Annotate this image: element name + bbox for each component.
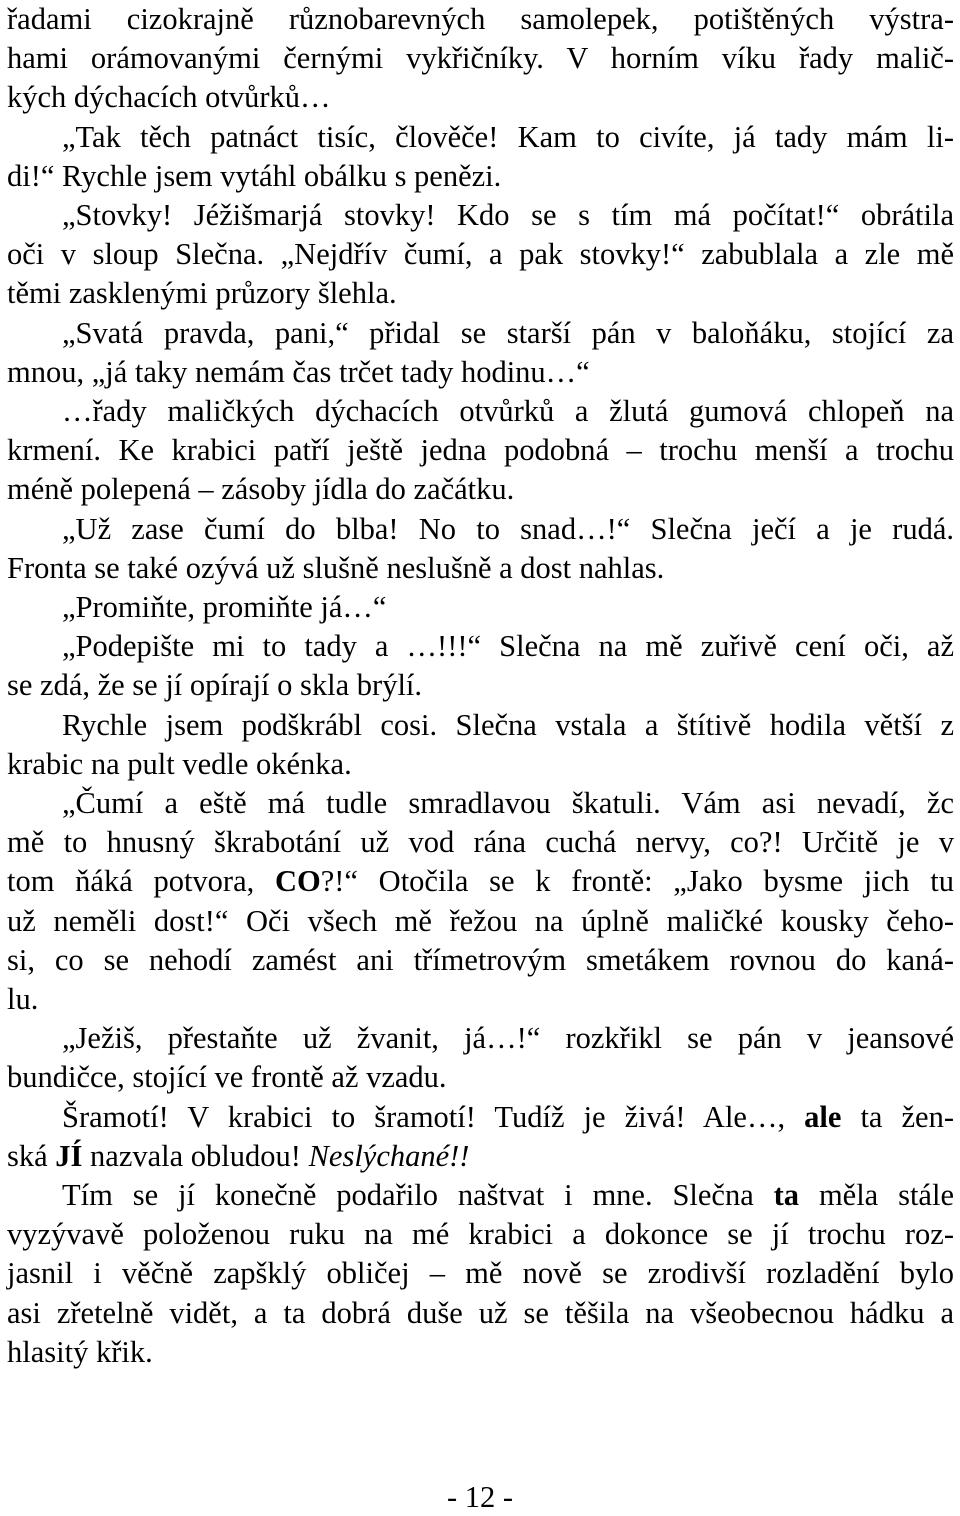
text-segment: „Stovky! Jéžišmarjá stovky! Kdo se s tím má počítat!“ obrátila <box>62 198 954 232</box>
text-segment: „Čumí a eště má tudle smradlavou škatuli. Vám asi nevadí, žc <box>62 786 954 820</box>
text-line <box>62 706 954 744</box>
text-line <box>62 588 954 626</box>
bold-text: ta <box>773 1178 800 1212</box>
text-segment: řadami cizokrajně různobarevných samolepek, potištěných výstra- <box>7 2 954 36</box>
text-segment: …řady maličkých dýchacích otvůrků a žlutá gumová chlopeň na <box>62 394 954 428</box>
text-line <box>7 1058 954 1096</box>
text-segment: nazvala obludou! <box>82 1138 309 1173</box>
text-segment: tom ňáká potvora, <box>7 864 275 899</box>
text-line <box>7 980 954 1018</box>
text-segment: oči v sloup Slečna. „Nejdřív čumí, a pak stovky!“ zabublala a zle mě <box>7 237 954 272</box>
bold-text: JÍ <box>55 1138 83 1173</box>
text-segment: lu. <box>7 982 39 1016</box>
text-line <box>7 1333 954 1371</box>
text-segment: Fronta se také ozývá už slušně neslušně a dost nahlas. <box>7 550 665 585</box>
text-line <box>7 470 954 508</box>
text-segment: „Už zase čumí do blba! No to snad…!“ Slečna ječí a je rudá. <box>62 511 954 546</box>
text-line <box>62 314 954 352</box>
text-segment: jasnil i věčně zapšklý obličej – mě nově se zrodivší rozladění bylo <box>7 1256 954 1291</box>
text-line <box>7 157 954 195</box>
text-segment: se zdá, že se jí opírají o skla brýlí. <box>7 668 423 703</box>
text-line <box>7 274 954 312</box>
text-line <box>62 392 954 430</box>
text-line <box>7 1294 954 1332</box>
text-line <box>62 1176 954 1214</box>
text-line <box>7 1254 954 1292</box>
text-segment: si, co se nehodí zamést ani třímetrovým smetákem rovnou do kaná- <box>7 942 954 977</box>
text-line <box>7 1215 954 1253</box>
bold-text: ale <box>804 1099 842 1134</box>
text-segment: „Tak těch patnáct tisíc, člověče! Kam to civíte, já tady mám li- <box>62 119 954 154</box>
text-segment: kých dýchacích otvůrků… <box>7 80 331 115</box>
text-segment: asi zřetelně vidět, a ta dobrá duše už se těšila na všeobecnou hádku a <box>7 1295 954 1330</box>
text-line <box>62 118 954 156</box>
text-segment: Rychle jsem podškrábl cosi. Slečna vstala a štítivě hodila větší z <box>62 707 954 742</box>
text-line <box>7 666 954 704</box>
text-line <box>7 1137 954 1175</box>
page-number: - 12 - <box>446 1480 514 1514</box>
text-segment: těmi zasklenými průzory šlehla. <box>7 276 397 311</box>
text-line <box>62 1098 954 1136</box>
text-segment: „Ježiš, přestaňte už žvanit, já…!“ rozkřikl se pán v jeansové <box>62 1021 954 1056</box>
text-line <box>7 941 954 979</box>
text-segment: di!“ Rychle jsem vytáhl obálku s penězi. <box>7 158 502 193</box>
italic-text: Neslýchané!! <box>308 1138 470 1173</box>
text-segment: „Promiňte, promiňte já…“ <box>62 590 387 624</box>
text-line <box>7 235 954 273</box>
text-line <box>62 1019 954 1057</box>
text-segment: mnou, „já taky nemám čas trčet tady hodinu…“ <box>7 354 590 389</box>
text-line <box>7 549 954 587</box>
text-line <box>62 627 954 665</box>
text-line <box>7 745 954 783</box>
text-segment: Tím se jí konečně podařilo naštvat i mne. Slečna <box>62 1178 774 1212</box>
text-segment: mě to hnusný škrabotání už vod rána cuchá nervy, co?! Určitě je v <box>7 825 954 860</box>
text-segment: méně polepená – zásoby jídla do začátku. <box>7 472 515 507</box>
text-line <box>7 902 954 940</box>
bold-text: CO <box>274 864 321 899</box>
text-line <box>7 0 954 38</box>
text-segment: už neměli dost!“ Oči všech mě řežou na úplně maličké kousky čeho- <box>7 903 954 938</box>
text-segment: Šramotí! V krabici to šramotí! Tudíž je živá! Ale…, <box>62 1099 805 1134</box>
text-line <box>7 39 954 77</box>
text-line <box>7 353 954 391</box>
text-segment: měla stále <box>799 1178 954 1212</box>
text-line <box>62 196 954 234</box>
text-segment: hlasitý křik. <box>7 1334 153 1369</box>
text-segment: ta žen- <box>841 1099 955 1134</box>
text-segment: krmení. Ke krabici patří ještě jedna podobná – trochu menší a trochu <box>7 433 954 468</box>
text-line <box>7 862 954 900</box>
text-segment: „Podepište mi to tady a …!!!“ Slečna na mě zuřivě cení oči, až <box>62 629 954 664</box>
text-line <box>62 510 954 548</box>
text-line <box>7 431 954 469</box>
text-line <box>7 78 954 116</box>
text-segment: bundičce, stojící ve frontě až vzadu. <box>7 1060 447 1095</box>
text-segment: ská <box>7 1138 56 1173</box>
text-segment: ?!“ Otočila se k frontě: „Jako bysme jich tu <box>320 864 954 899</box>
text-segment: hami orámovanými černými vykřičníky. V horním víku řady malič- <box>7 41 954 76</box>
text-line <box>62 784 954 822</box>
text-line <box>7 823 954 861</box>
text-segment: vyzývavě položenou ruku na mé krabici a dokonce se jí trochu roz- <box>7 1217 954 1252</box>
text-segment: „Svatá pravda, pani,“ přidal se starší pán v baloňáku, stojící za <box>62 315 954 350</box>
text-segment: krabic na pult vedle okénka. <box>7 746 352 781</box>
